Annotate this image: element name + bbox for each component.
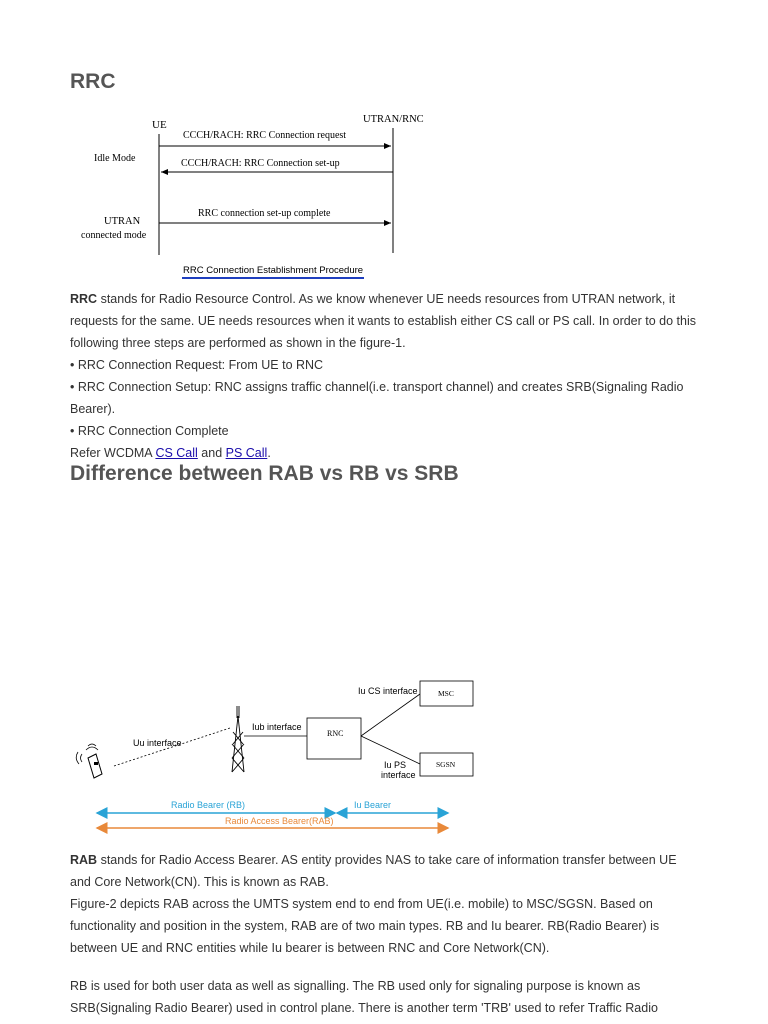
ue-label: UE [152,119,167,131]
iu-bearer-label: Iu Bearer [354,800,392,810]
idle-mode-label: Idle Mode [94,153,136,164]
sgsn-label: SGSN [436,760,456,769]
rab-architecture-figure [70,676,490,838]
mobile-phone-icon [76,744,102,778]
rab-rb-srb-heading: Difference between RAB vs RB vs SRB [70,462,459,485]
msg-connection-setup: CCCH/RACH: RRC Connection set-up [181,158,340,169]
rab-types-paragraph: Figure-2 depicts RAB across the UMTS system end to end from UE(i.e. mobile) to MSC/SGSN. Based on functionality and position in the system, RAB are of two main types. RB and Iu bearer. RB(Radio Bearer) is between UE and RNC entities while Iu bearer is between RNC and Core Network(CN). [70,897,660,955]
refer-line [70,442,700,464]
rab-description [70,849,700,959]
rrc-intro-paragraph [70,288,700,354]
base-station-tower-icon [232,706,244,772]
iups-label-line2: interface [381,770,416,780]
refer-and: and [197,446,226,460]
rab-intro-text: stands for Radio Access Bearer. AS entity provides NAS to take care of information transfer between UE and Core Network(CN). This is known as RAB. [70,853,677,889]
cs-call-link[interactable]: CS Call [155,446,198,460]
rnc-label: RNC [327,729,344,738]
refer-prefix: Refer WCDMA [70,446,156,460]
iub-interface-label: Iub interface [252,722,302,732]
refer-end: . [267,446,271,460]
rrc-bold-term: RRC [70,292,98,306]
bullet-item: • RRC Connection Setup: RNC assigns traffic channel(i.e. transport channel) and creates SRB(Signaling Radio Bearer). [70,380,684,416]
rab-intro-paragraph [70,849,700,893]
rrc-description [70,288,700,464]
msc-label: MSC [438,689,454,698]
msg-setup-complete: RRC connection set-up complete [198,208,331,219]
rb-srb-paragraph: RB is used for both user data as well as signalling. The RB used only for signaling purpose is known as SRB(Signaling Radio Bearer) used in control plane. There is another term 'TRB' used to refer Traffic Radio [70,979,658,1015]
iucs-interface-label: Iu CS interface [358,686,418,696]
radio-bearer-label: Radio Bearer (RB) [171,800,246,810]
rrc-intro-text: stands for Radio Resource Control. As we know whenever UE needs resources from UTRAN network, it requests for the same. UE needs resources when it wants to establish either CS call or PS call. In order to do this following three steps are performed as shown in the figure-1. [70,292,696,350]
rab-bold-term: RAB [70,853,98,867]
utran-rnc-label: UTRAN/RNC [363,114,424,125]
msg-connection-request: CCCH/RACH: RRC Connection request [183,130,347,141]
rab-label: Radio Access Bearer(RAB) [225,816,334,826]
utran-label: UTRAN [104,216,141,227]
connected-mode-label: connected mode [81,230,147,241]
ps-call-link[interactable]: PS Call [225,446,268,460]
rrc-procedure-figure [70,108,450,283]
uu-interface-label: Uu interface [133,738,182,748]
iups-label-line1: Iu PS [384,760,407,770]
bullet-item: • RRC Connection Complete [70,424,229,438]
iucs-link [361,694,420,736]
rrc-heading: RRC [70,70,116,93]
bullet-item: • RRC Connection Request: From UE to RNC [70,358,324,372]
rnc-box [307,718,361,759]
figure-caption: RRC Connection Establishment Procedure [183,265,364,276]
